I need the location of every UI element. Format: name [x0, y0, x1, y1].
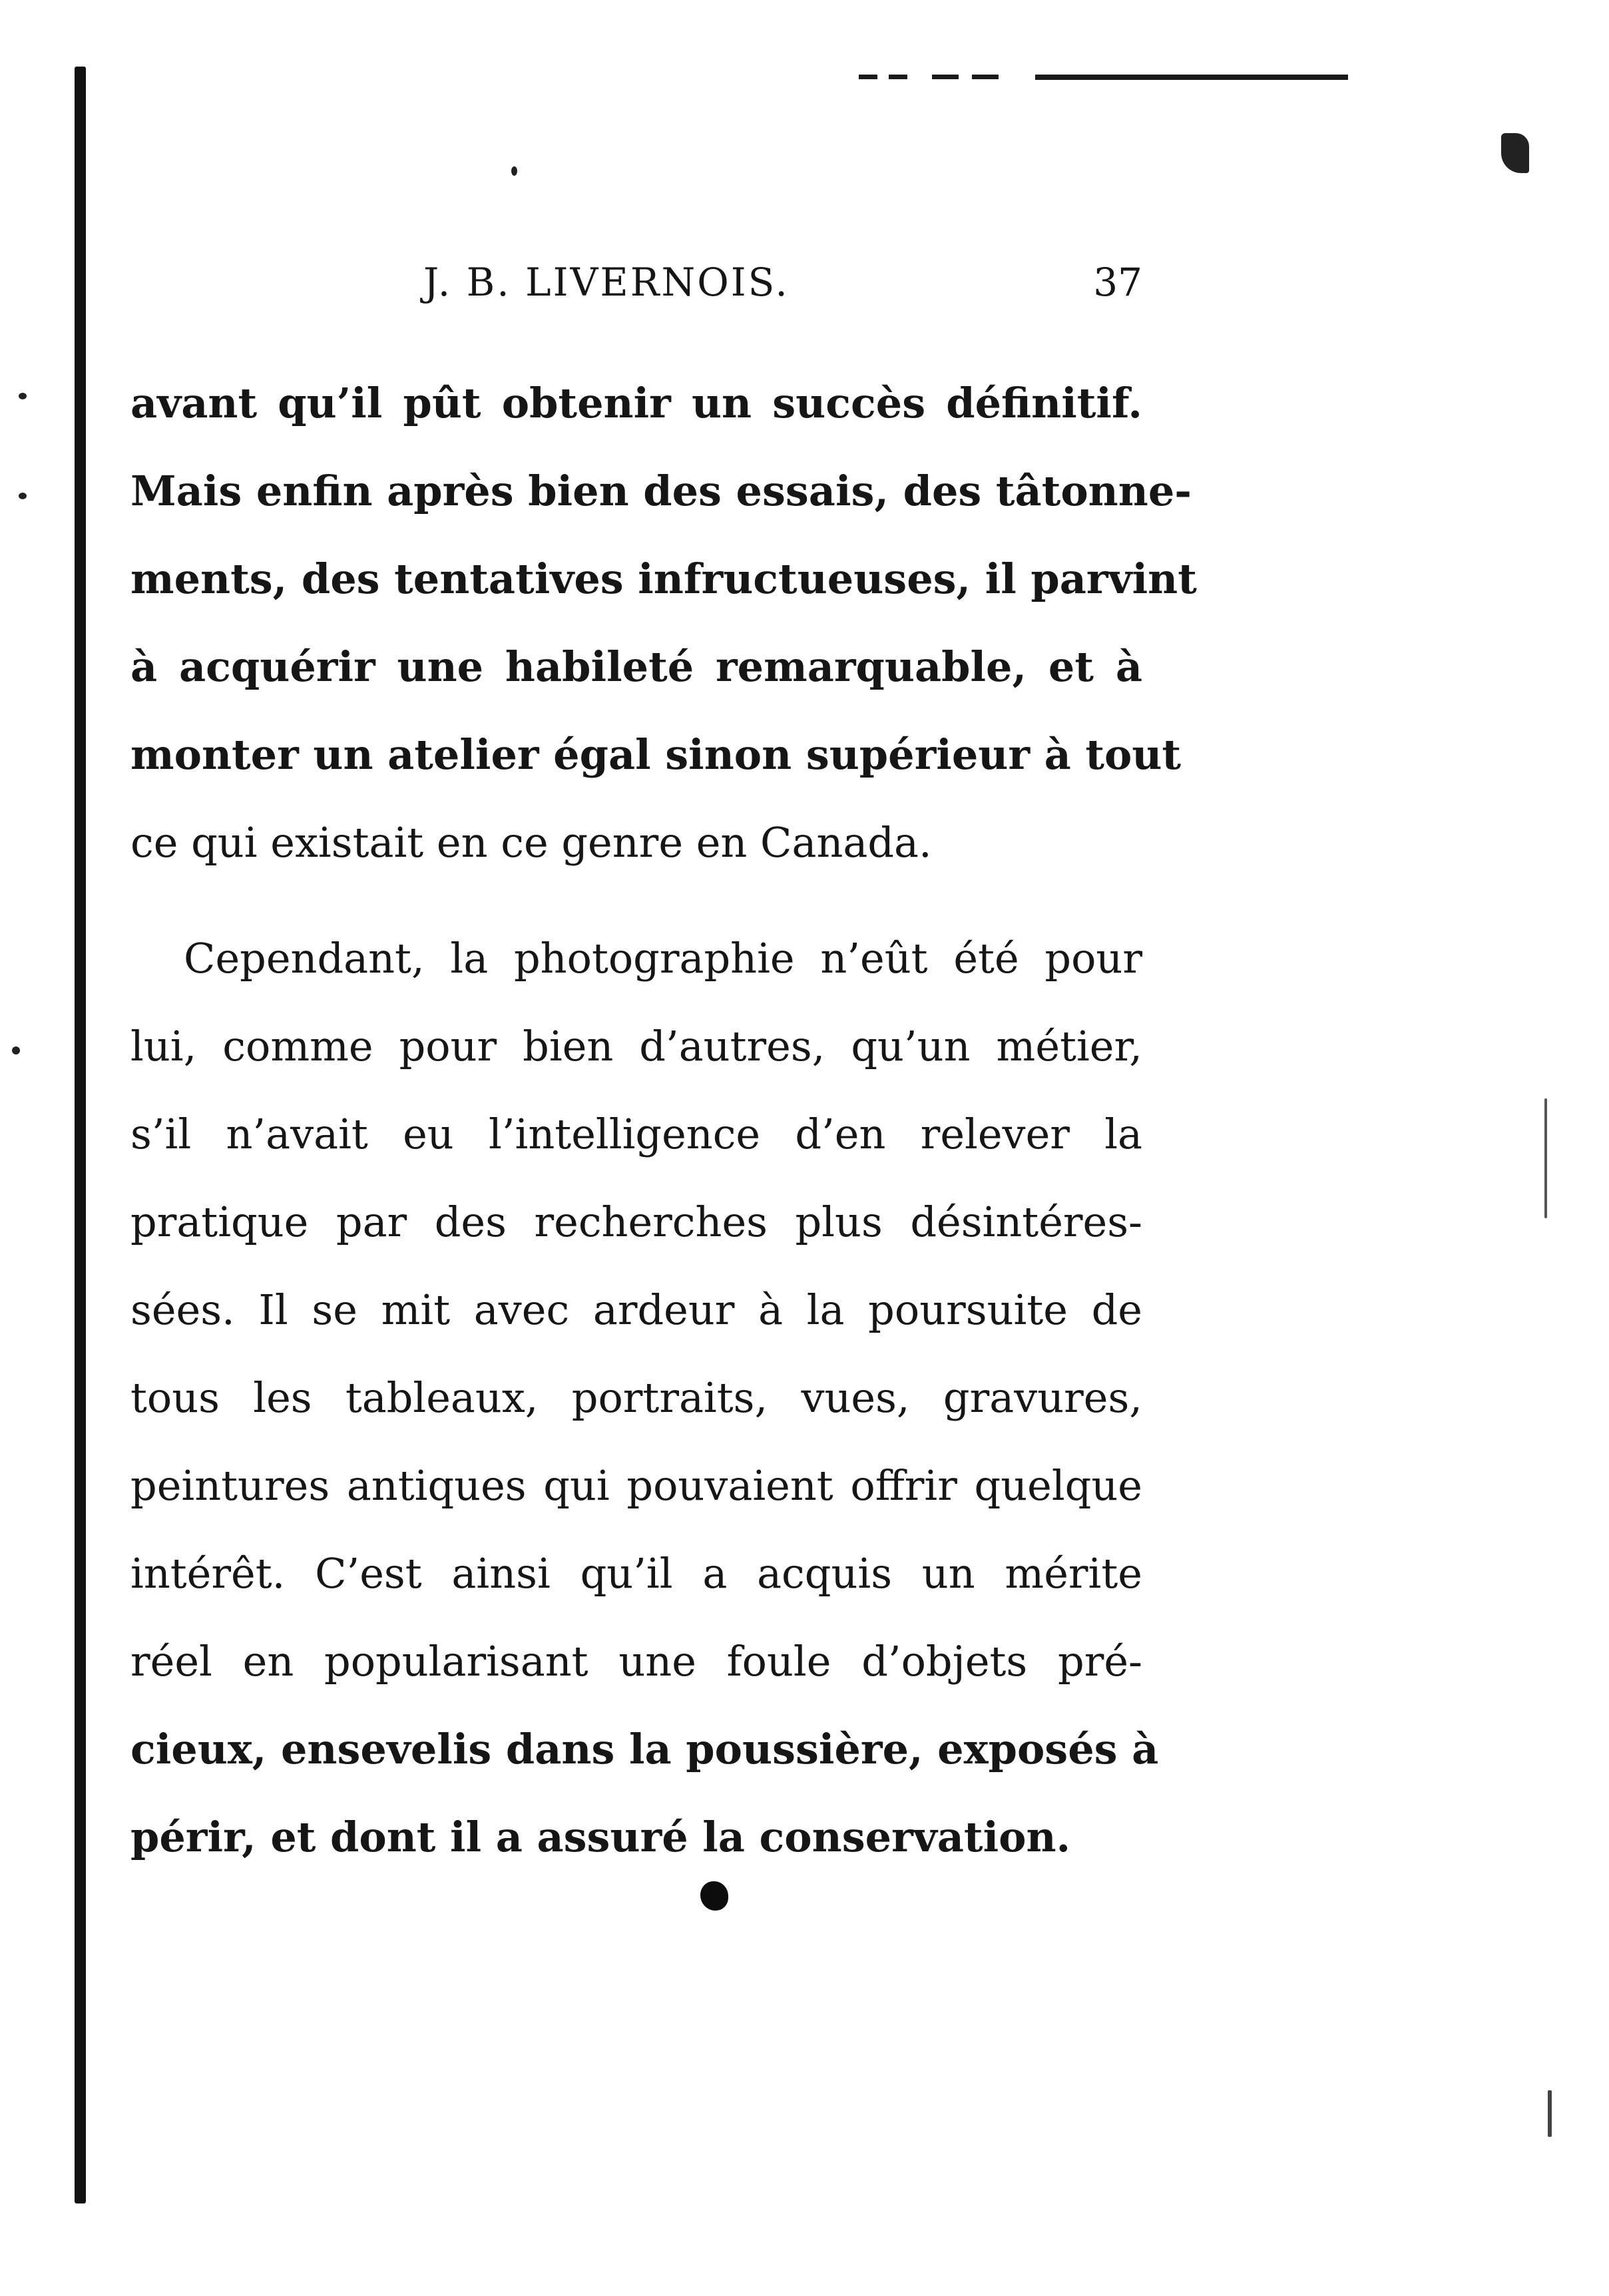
- text-line: ments, des tentatives infructueuses, il parvint: [130, 555, 1197, 603]
- top-rule: [1035, 75, 1348, 80]
- paragraph-1: [130, 359, 1197, 887]
- text-line: cieux, ensevelis dans la poussière, exposés à: [130, 1725, 1159, 1773]
- text-line: sées. Il se mit avec ardeur à la poursuite de: [130, 1285, 1142, 1334]
- text-line: ce qui existait en ce genre en Canada.: [130, 818, 932, 867]
- text-line: s’il n’avait eu l’intelligence d’en relever la: [130, 1110, 1142, 1158]
- top-rule-fragment: [972, 75, 999, 79]
- text-line: Cependant, la photographie n’eût été pour: [184, 934, 1142, 983]
- paragraph-2: [130, 915, 1159, 1881]
- scan-artifact: [12, 1046, 20, 1054]
- text-line: à acquérir une habileté remarquable, et à: [130, 642, 1142, 691]
- scan-artifact: [511, 166, 517, 176]
- text-line: lui, comme pour bien d’autres, qu’un métier,: [130, 1022, 1142, 1070]
- text-line: peintures antiques qui pouvaient offrir quelque: [130, 1461, 1142, 1510]
- running-header: [130, 260, 1142, 313]
- text-line: intérêt. C’est ainsi qu’il a acquis un mérite: [130, 1549, 1142, 1598]
- text-line: réel en popularisant une foule d’objets pré-: [130, 1637, 1142, 1686]
- scan-artifact: [19, 393, 27, 399]
- body-text: [130, 359, 1197, 1881]
- text-line: avant qu’il pût obtenir un succès définitif.: [130, 379, 1142, 427]
- top-rule-fragment: [932, 75, 959, 79]
- scan-artifact: [1544, 1098, 1547, 1218]
- text-line: pratique par des recherches plus désintéres-: [130, 1198, 1142, 1246]
- top-rule-fragment: [889, 75, 907, 79]
- page-number: 37: [1093, 260, 1142, 305]
- binding-edge: [75, 67, 86, 2203]
- text-line: périr, et dont il a assuré la conservation.: [130, 1813, 1071, 1861]
- scan-artifact: [1548, 2090, 1552, 2137]
- end-ornament: [700, 1881, 728, 1911]
- text-line: monter un atelier égal sinon supérieur à tout: [130, 730, 1182, 779]
- text-line: tous les tableaux, portraits, vues, gravures,: [130, 1373, 1142, 1422]
- top-rule-fragment: [859, 75, 877, 79]
- scan-artifact: [19, 493, 27, 499]
- text-line: Mais enfin après bien des essais, des tâtonne-: [130, 467, 1192, 515]
- running-head-title: J. B. LIVERNOIS.: [423, 260, 790, 305]
- scan-artifact: [1501, 133, 1529, 173]
